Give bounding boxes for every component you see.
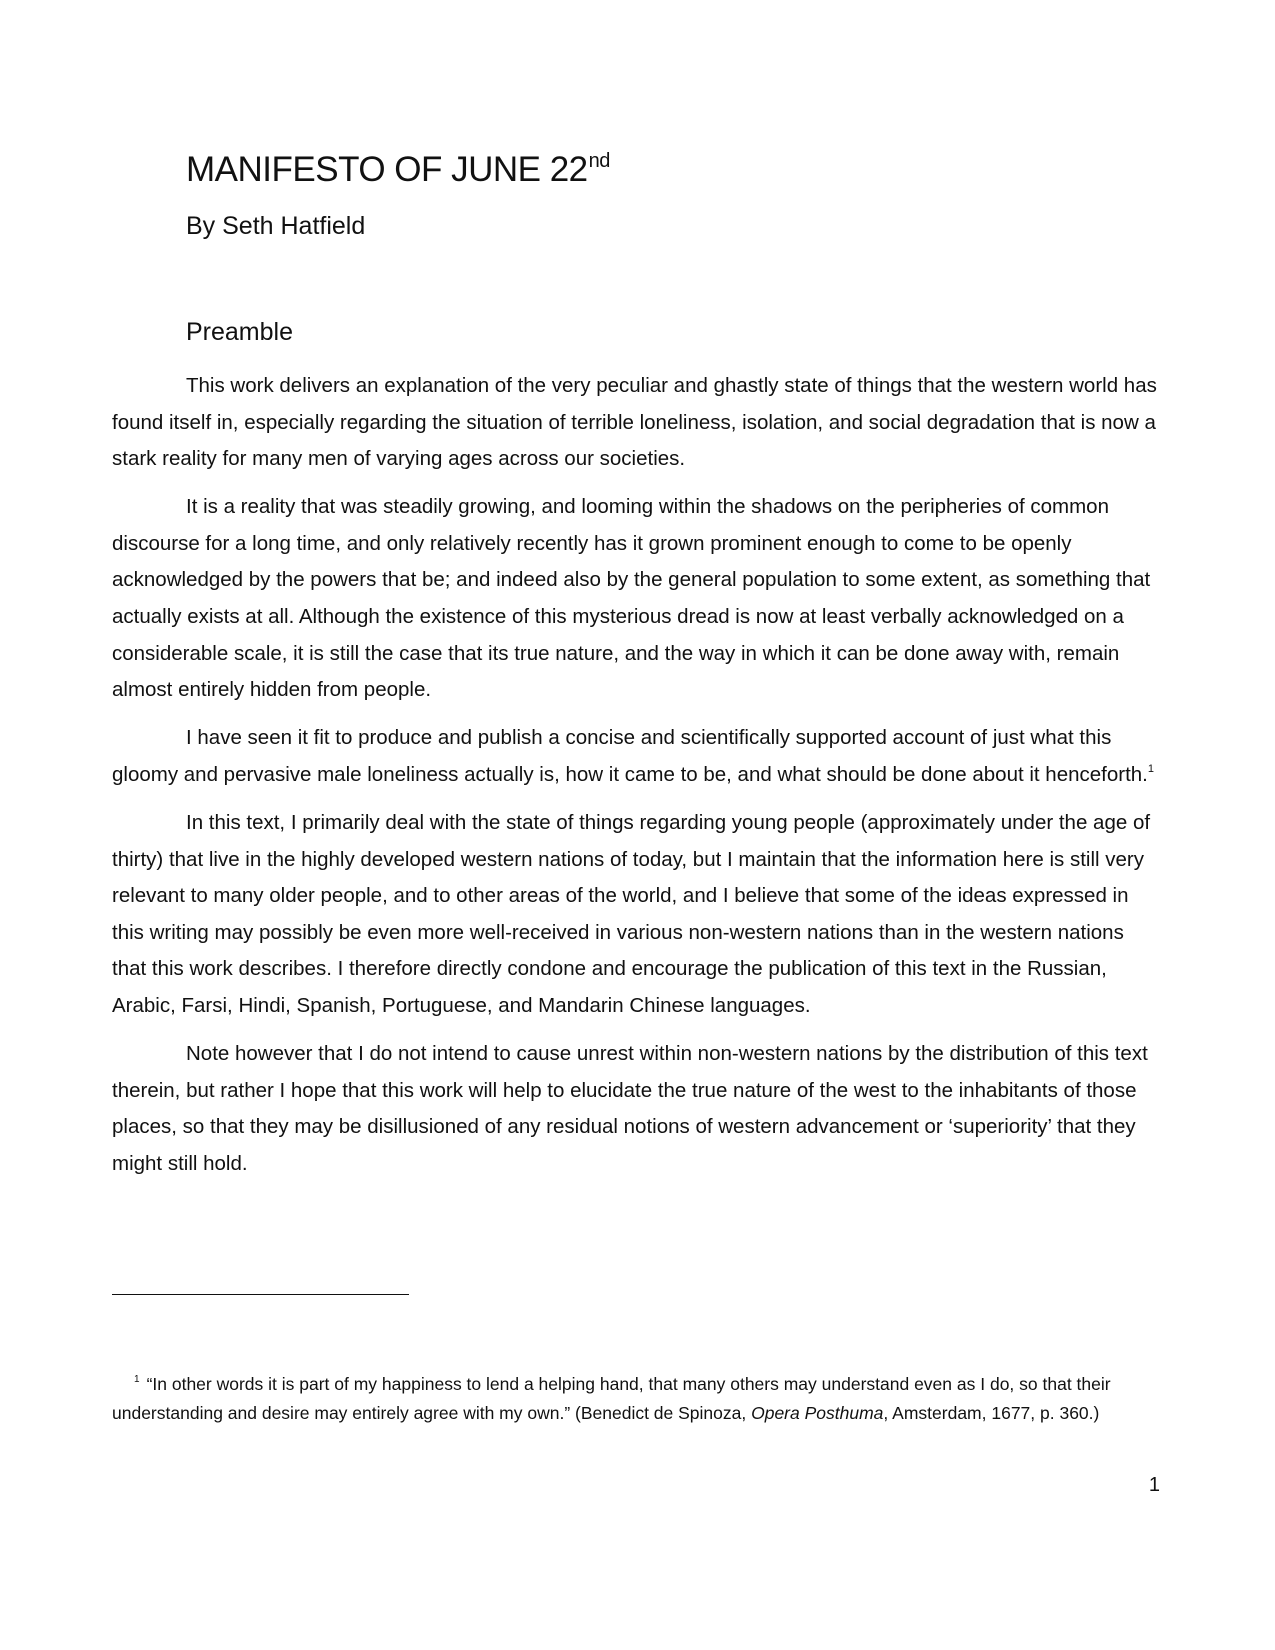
paragraph-2: It is a reality that was steadily growing, and looming within the shadows on the peripheries of common discourse for a long time, and only relatively recently has it grown prominent enough to come to be openly acknowledged by the powers that be; and indeed also by the general population to some extent, as something that actually exists at all. Although the existence of this mysterious dread is now at least verbally acknowledged on a considerable scale, it is still the case that its true nature, and the way in which it can be done away with, remain almost entirely hidden from people. — [112, 495, 1151, 702]
title-superscript: nd — [588, 150, 610, 172]
paragraph-1: This work delivers an explanation of the very peculiar and ghastly state of things that the western world has found itself in, especially regarding the situation of terrible loneliness, isolation, and social degradation that is now a stark reality for many men of varying ages across our societies. — [112, 374, 1157, 471]
author-byline: By Seth Hatfield — [186, 212, 366, 240]
document-title — [186, 150, 610, 190]
footnote-reference[interactable]: 1 — [1147, 762, 1154, 775]
footnote-text-before: “In other words it is part of my happiness to lend a helping hand, that many others may understand even as I do, so that their understanding and desire may entirely agree with my own.” (Benedict de Spinoza, — [112, 1374, 1111, 1423]
paragraph-5: Note however that I do not intend to cause unrest within non-western nations by the distribution of this text therein, but rather I hope that this work will help to elucidate the true nature of the west to the inhabitants of those places, so that they may be disillusioned of any residual notions of western advancement or ‘superiority’ that they might still hold. — [112, 1042, 1148, 1175]
section-heading-preamble: Preamble — [186, 318, 293, 346]
footnote-italic-title: Opera Posthuma — [751, 1402, 884, 1423]
paragraph-4: In this text, I primarily deal with the state of things regarding young people (approximately under the age of thirty) that live in the highly developed western nations of today, but I maintain that the information here is still very relevant to many older people, and to other areas of the world, and I believe that some of the ideas expressed in this writing may possibly be even more well-received in various non-western nations than in the western nations that this work describes. I therefore directly condone and encourage the publication of this text in the Russian, Arabic, Farsi, Hindi, Spanish, Portuguese, and Mandarin Chinese languages. — [112, 811, 1151, 1017]
title-text: MANIFESTO OF JUNE 22 — [186, 150, 588, 189]
footnote-separator — [112, 1294, 409, 1295]
body-text — [112, 368, 1160, 1194]
paragraph-3 — [112, 720, 1160, 793]
paragraph-3-text: I have seen it fit to produce and publish a concise and scientifically supported account of just what this gloomy and pervasive male loneliness actually is, how it came to be, and what should be done about it henceforth. — [112, 726, 1148, 786]
footnote-1 — [112, 1370, 1160, 1427]
page-number: 1 — [1148, 1474, 1160, 1496]
footnote-number: 1 — [134, 1374, 140, 1385]
footnote-text-after: , Amsterdam, 1677, p. 360.) — [883, 1402, 1100, 1423]
